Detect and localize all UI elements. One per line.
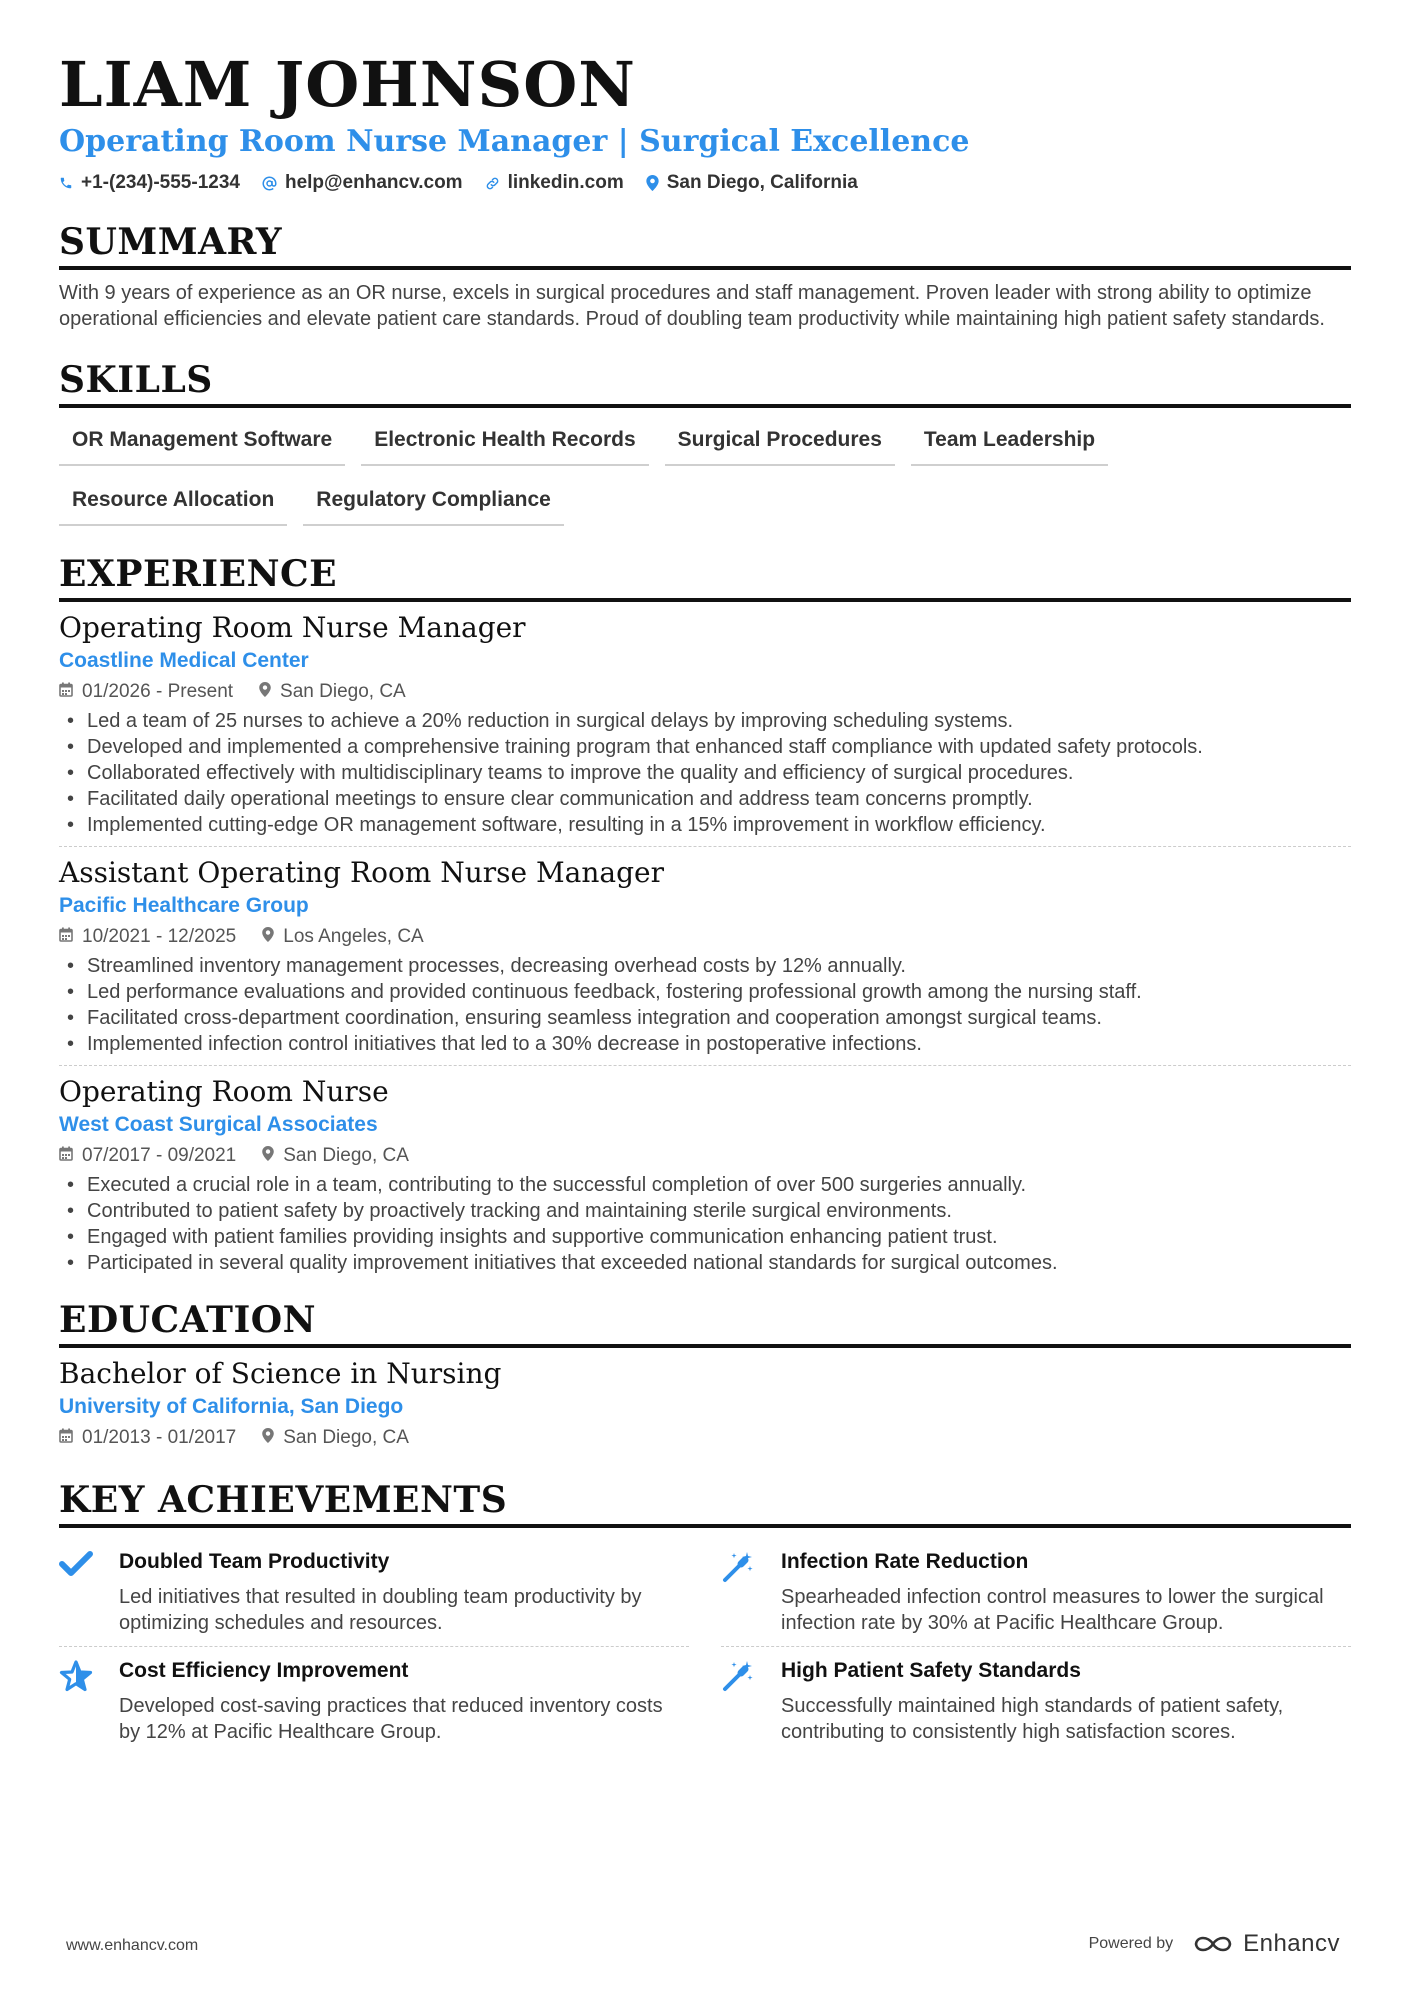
footer-website[interactable]: www.enhancv.com [66, 1937, 199, 1954]
map-pin-icon [262, 923, 274, 951]
email-text: help@enhancv.com [284, 172, 463, 193]
achievement-desc: Led initiatives that resulted in doubling team productivity by optimizing schedules and resources. [119, 1586, 642, 1634]
education-location: San Diego, CA [283, 1427, 409, 1448]
achievement-desc: Developed cost-saving practices that reduced inventory costs by 12% at Pacific Healthcare Group. [119, 1695, 663, 1743]
bullet-item: • Engaged with patient families providing insights and supportive communication enhancing patient trust. [59, 1224, 1351, 1250]
powered-by-label: Powered by [1088, 1935, 1174, 1952]
achievements-grid [59, 1538, 1351, 1755]
skill-tag: Team Leadership [911, 420, 1108, 466]
job-bullets [59, 953, 1351, 1057]
achievements-section [59, 1478, 1351, 1755]
school[interactable]: University of California, San Diego [59, 1395, 404, 1418]
job-dates: 07/2017 - 09/2021 [82, 1145, 237, 1166]
contact-email[interactable] [262, 172, 463, 194]
job-location: San Diego, CA [283, 1145, 409, 1166]
bullet-item: • Executed a crucial role in a team, contributing to the successful completion of over 500 surgeries annually. [59, 1172, 1351, 1198]
bullet-item: • Contributed to patient safety by proactively tracking and maintaining sterile surgical environments. [59, 1198, 1351, 1224]
footer-branding [1089, 1930, 1340, 1958]
phone-text: +1-(234)-555-1234 [81, 172, 240, 193]
experience-title: EXPERIENCE [59, 552, 1351, 602]
job-location: San Diego, CA [280, 681, 406, 702]
skills-list [59, 420, 1279, 526]
map-pin-icon [262, 1142, 274, 1170]
job-dates: 01/2026 - Present [82, 681, 234, 702]
job-location: Los Angeles, CA [283, 926, 424, 947]
map-pin-icon [259, 678, 271, 706]
achievements-title: KEY ACHIEVEMENTS [59, 1478, 1351, 1528]
job-entry [59, 846, 1351, 1065]
achievement-title: High Patient Safety Standards [781, 1659, 1081, 1682]
bullet-item: • Facilitated cross-department coordination, ensuring seamless integration and cooperation amongst surgical teams. [59, 1005, 1351, 1031]
headline: Operating Room Nurse Manager | Surgical Excellence [59, 124, 970, 159]
bullet-item: • Collaborated effectively with multidisciplinary teams to improve the quality and efficiency of surgical procedures. [59, 760, 1351, 786]
summary-section [59, 220, 1351, 332]
bullet-item: • Developed and implemented a comprehensive training program that enhanced staff compliance with updated safety protocols. [59, 734, 1351, 760]
calendar-icon [59, 923, 73, 951]
candidate-name: LIAM JOHNSON [59, 48, 636, 121]
job-entry [59, 1065, 1351, 1284]
skills-title: SKILLS [59, 358, 1351, 408]
link-icon [485, 176, 500, 191]
achievement-item [721, 1538, 1351, 1647]
contact-linkedin[interactable] [485, 172, 624, 194]
job-meta [59, 1142, 1351, 1170]
enhancv-logo[interactable] [1191, 1930, 1340, 1958]
achievement-title: Doubled Team Productivity [119, 1550, 390, 1573]
magic-wand-icon [721, 1548, 763, 1636]
achievement-title: Cost Efficiency Improvement [119, 1659, 409, 1682]
calendar-icon [59, 1424, 73, 1452]
skill-tag: Electronic Health Records [361, 420, 648, 466]
job-company[interactable]: Coastline Medical Center [59, 649, 309, 672]
bullet-item: • Participated in several quality improvement initiatives that exceeded national standards for surgical outcomes. [59, 1250, 1351, 1276]
education-dates: 01/2013 - 01/2017 [82, 1427, 237, 1448]
map-pin-icon [262, 1424, 274, 1452]
achievement-item [59, 1538, 689, 1647]
contact-bar [59, 172, 1351, 194]
at-sign-icon [262, 176, 277, 191]
education-section [59, 1298, 1351, 1452]
skill-tag: OR Management Software [59, 420, 345, 466]
summary-title: SUMMARY [59, 220, 1351, 270]
bullet-item: • Led a team of 25 nurses to achieve a 20% reduction in surgical delays by improving scheduling systems. [59, 708, 1351, 734]
bullet-item: • Facilitated daily operational meetings to ensure clear communication and address team concerns promptly. [59, 786, 1351, 812]
star-icon [59, 1657, 101, 1745]
job-meta [59, 923, 1351, 951]
brand-name: Enhancv [1243, 1930, 1340, 1957]
education-title: EDUCATION [59, 1298, 1351, 1348]
map-pin-icon [646, 175, 659, 191]
job-role: Assistant Operating Room Nurse Manager [59, 856, 664, 889]
job-meta [59, 678, 1351, 706]
infinity-icon [1191, 1933, 1235, 1955]
bullet-item: • Streamlined inventory management processes, decreasing overhead costs by 12% annually. [59, 953, 1351, 979]
summary-text: With 9 years of experience as an OR nurse, excels in surgical procedures and staff management. Proven leader with strong ability to optimize operational efficiencies and elevate patient care standards. Proud of doubling team productivity while maintaining high patient safety standards. [59, 282, 1325, 330]
education-meta [59, 1424, 1351, 1452]
achievement-title: Infection Rate Reduction [781, 1550, 1029, 1573]
achievement-item [59, 1647, 689, 1755]
achievement-desc: Successfully maintained high standards of patient safety, contributing to consistently high satisfaction scores. [781, 1695, 1284, 1743]
job-bullets [59, 708, 1351, 838]
linkedin-text: linkedin.com [507, 172, 624, 193]
skill-tag: Regulatory Compliance [303, 480, 564, 526]
phone-icon [59, 176, 73, 190]
location-text: San Diego, California [666, 172, 858, 193]
contact-phone[interactable] [59, 172, 240, 194]
job-entry [59, 610, 1351, 846]
job-company[interactable]: Pacific Healthcare Group [59, 894, 309, 917]
job-role: Operating Room Nurse [59, 1075, 389, 1108]
degree: Bachelor of Science in Nursing [59, 1357, 502, 1390]
skills-section [59, 358, 1351, 526]
calendar-icon [59, 678, 73, 706]
job-bullets [59, 1172, 1351, 1276]
achievement-desc: Spearheaded infection control measures to lower the surgical infection rate by 30% at Pacific Healthcare Group. [781, 1586, 1324, 1634]
calendar-icon [59, 1142, 73, 1170]
skill-tag: Surgical Procedures [665, 420, 895, 466]
bullet-item: • Implemented cutting-edge OR management software, resulting in a 15% improvement in workflow efficiency. [59, 812, 1351, 838]
job-dates: 10/2021 - 12/2025 [82, 926, 237, 947]
bullet-item: • Implemented infection control initiatives that led to a 30% decrease in postoperative infections. [59, 1031, 1351, 1057]
job-role: Operating Room Nurse Manager [59, 611, 526, 644]
experience-section [59, 552, 1351, 1284]
skill-tag: Resource Allocation [59, 480, 287, 526]
achievement-item [721, 1647, 1351, 1755]
magic-wand-icon [721, 1657, 763, 1745]
bullet-item: • Led performance evaluations and provided continuous feedback, fostering professional growth among the nursing staff. [59, 979, 1351, 1005]
check-icon [59, 1548, 101, 1636]
job-company[interactable]: West Coast Surgical Associates [59, 1113, 378, 1136]
contact-location [646, 172, 858, 194]
